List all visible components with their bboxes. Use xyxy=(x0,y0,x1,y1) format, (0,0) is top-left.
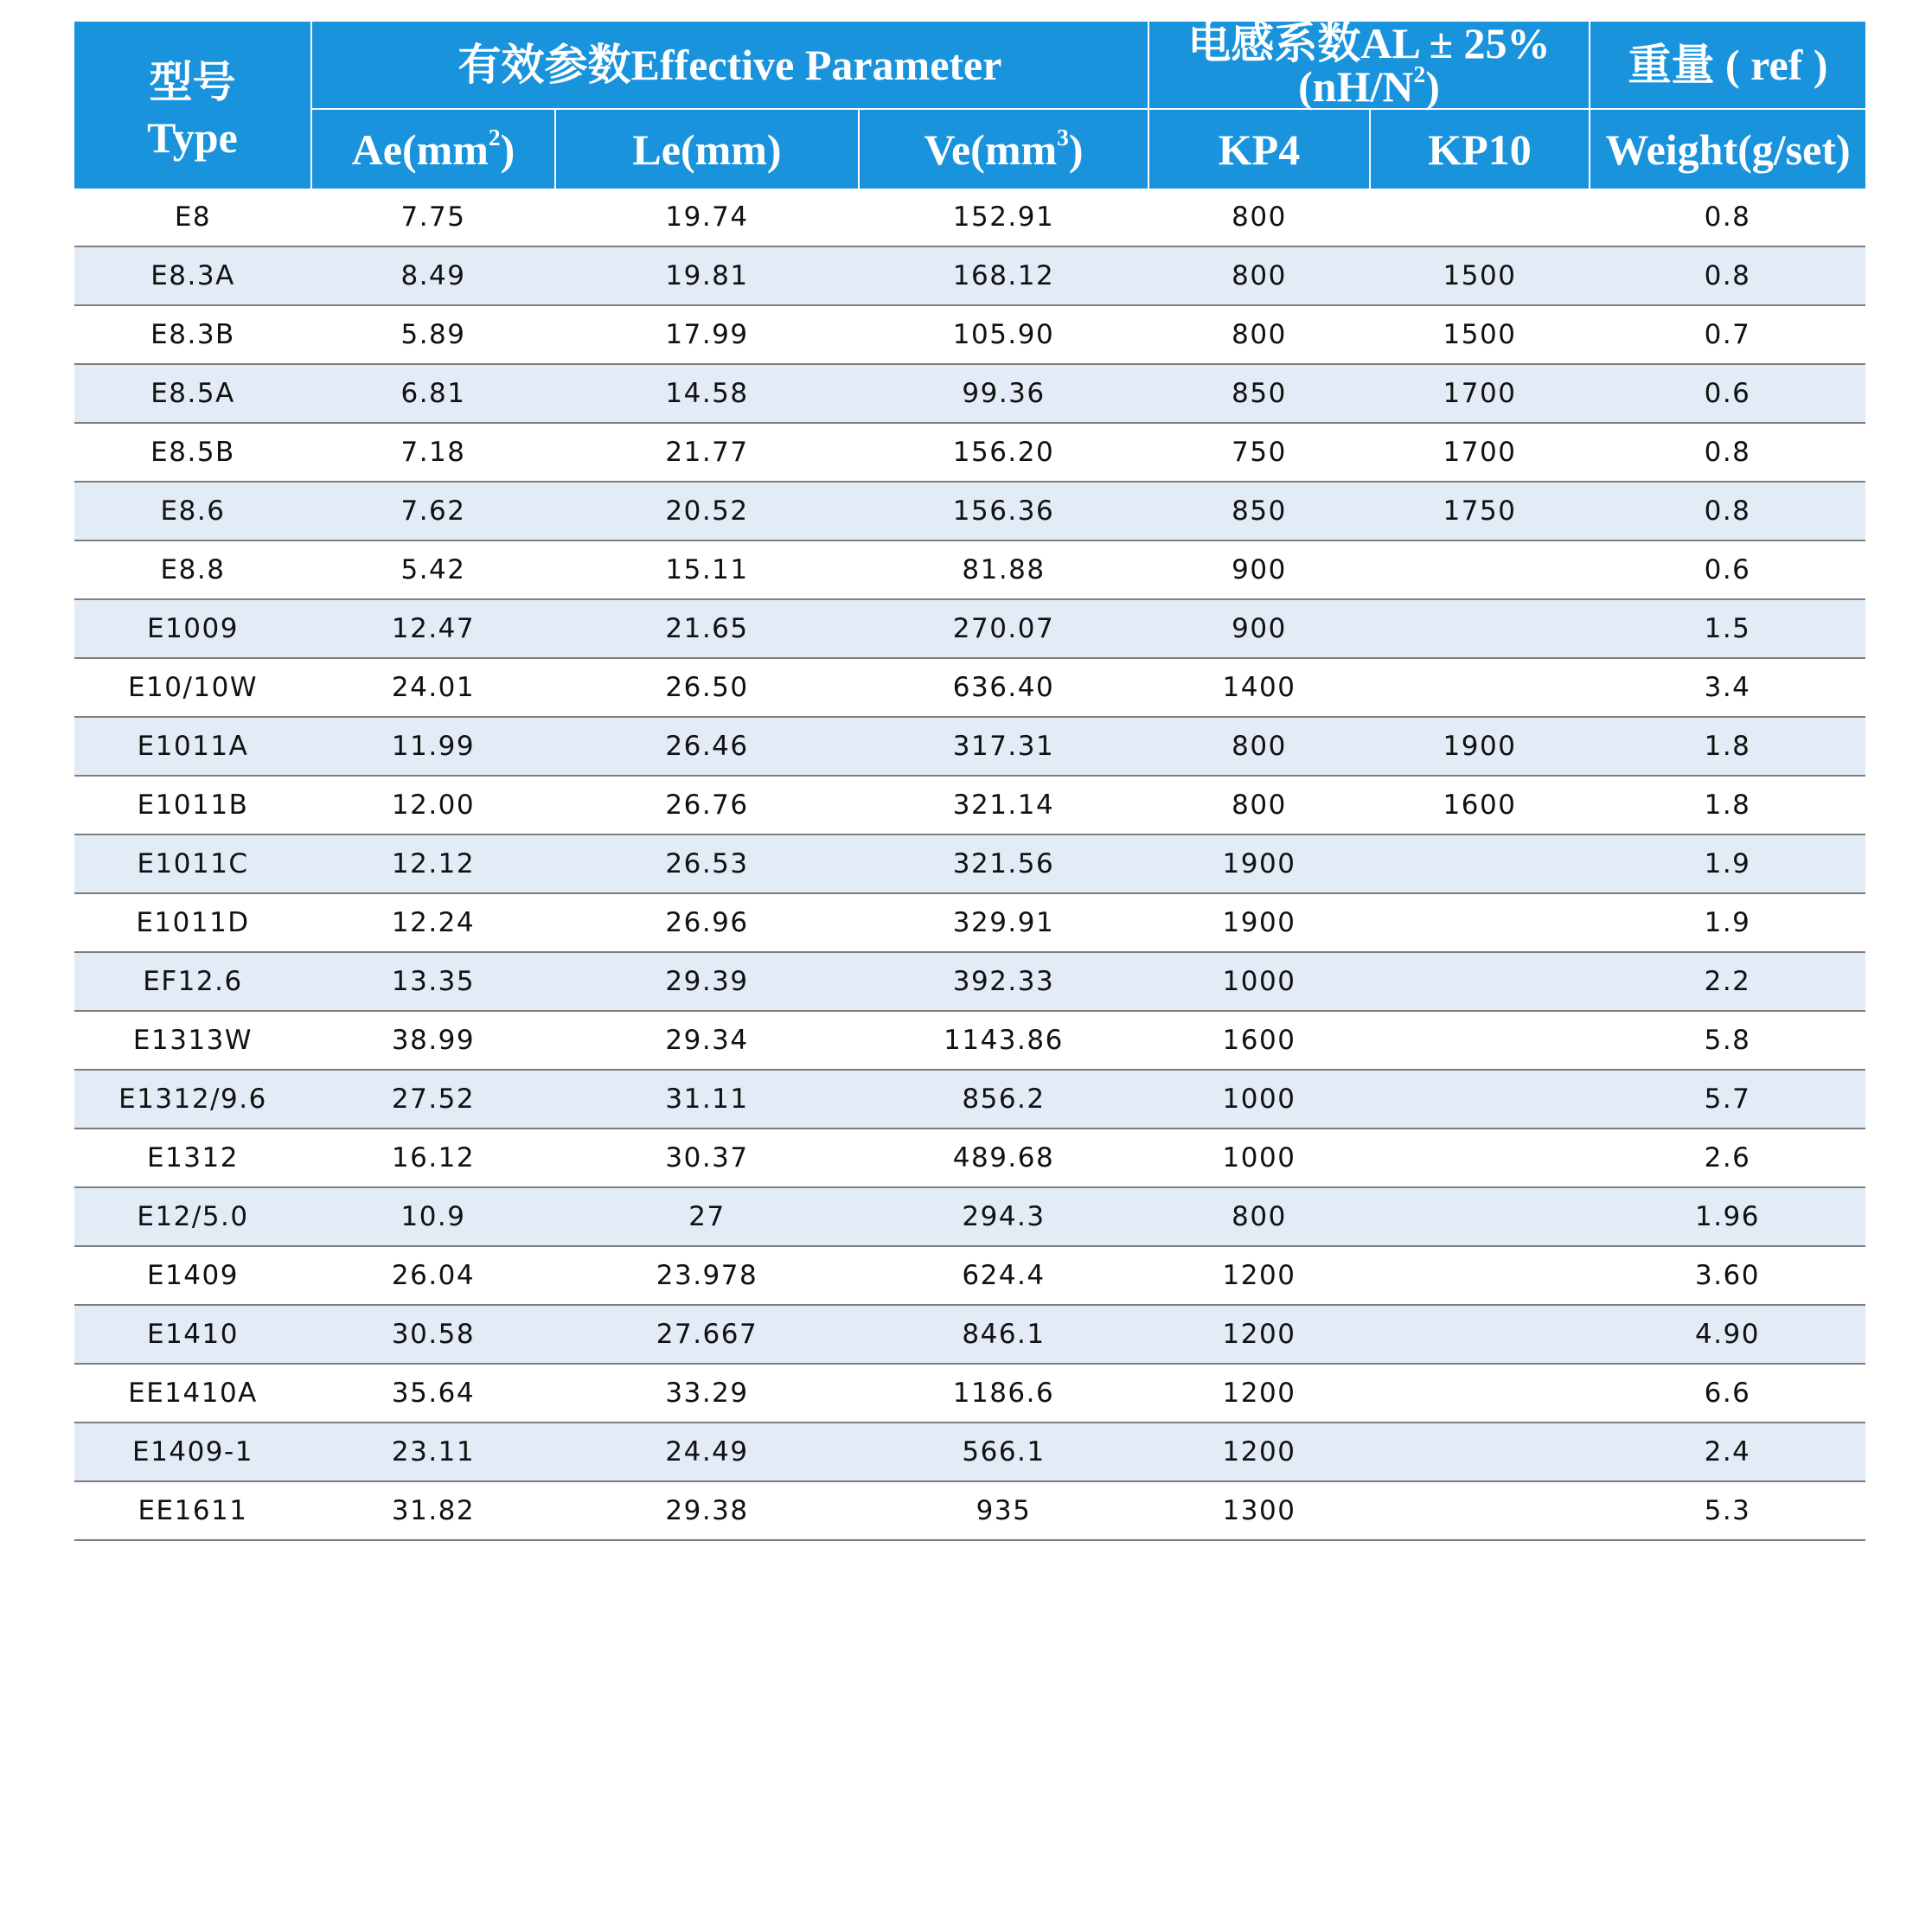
cell-type: E1410 xyxy=(74,1305,311,1364)
cell-type: E1011B xyxy=(74,776,311,834)
cell-kp10 xyxy=(1370,1187,1590,1246)
cell-le: 21.65 xyxy=(555,599,859,658)
ve-suffix: ) xyxy=(1068,125,1084,174)
cell-ae: 12.00 xyxy=(311,776,555,834)
cell-kp4: 1200 xyxy=(1148,1364,1370,1423)
cell-type: E10/10W xyxy=(74,658,311,717)
cell-type: E8.3B xyxy=(74,305,311,364)
cell-le: 26.46 xyxy=(555,717,859,776)
cell-ve: 856.2 xyxy=(859,1070,1148,1129)
cell-kp10 xyxy=(1370,1481,1590,1540)
cell-ae: 12.12 xyxy=(311,834,555,893)
ve-sup: 3 xyxy=(1057,123,1069,150)
cell-type: E8.8 xyxy=(74,540,311,599)
cell-le: 27.667 xyxy=(555,1305,859,1364)
cell-kp4: 800 xyxy=(1148,717,1370,776)
cell-kp10 xyxy=(1370,1129,1590,1187)
cell-ae: 5.42 xyxy=(311,540,555,599)
header-kp10: KP10 xyxy=(1370,109,1590,189)
cell-kp10: 1500 xyxy=(1370,305,1590,364)
cell-weight: 1.96 xyxy=(1590,1187,1865,1246)
cell-le: 33.29 xyxy=(555,1364,859,1423)
cell-ve: 624.4 xyxy=(859,1246,1148,1305)
cell-le: 14.58 xyxy=(555,364,859,423)
cell-ve: 168.12 xyxy=(859,246,1148,305)
table-row xyxy=(74,1364,1865,1423)
cell-le: 26.96 xyxy=(555,893,859,952)
cell-ae: 5.89 xyxy=(311,305,555,364)
cell-kp10 xyxy=(1370,1364,1590,1423)
cell-weight: 2.2 xyxy=(1590,952,1865,1011)
cell-kp4: 1400 xyxy=(1148,658,1370,717)
cell-weight: 0.8 xyxy=(1590,423,1865,482)
cell-type: E8.5A xyxy=(74,364,311,423)
table-row xyxy=(74,1129,1865,1187)
table-row xyxy=(74,834,1865,893)
cell-ve: 566.1 xyxy=(859,1423,1148,1481)
cell-le: 19.74 xyxy=(555,189,859,246)
cell-ae: 6.81 xyxy=(311,364,555,423)
ae-sup: 2 xyxy=(488,123,501,150)
cell-le: 27 xyxy=(555,1187,859,1246)
cell-kp4: 1000 xyxy=(1148,1070,1370,1129)
cell-kp10 xyxy=(1370,540,1590,599)
cell-ae: 23.11 xyxy=(311,1423,555,1481)
cell-weight: 3.60 xyxy=(1590,1246,1865,1305)
table-body xyxy=(74,189,1865,1540)
header-effective-parameter: 有效参数Effective Parameter xyxy=(311,22,1148,109)
cell-weight: 0.8 xyxy=(1590,189,1865,246)
table-row xyxy=(74,658,1865,717)
cell-ae: 31.82 xyxy=(311,1481,555,1540)
cell-ae: 13.35 xyxy=(311,952,555,1011)
table-row xyxy=(74,423,1865,482)
cell-ve: 152.91 xyxy=(859,189,1148,246)
cell-ve: 489.68 xyxy=(859,1129,1148,1187)
cell-kp10 xyxy=(1370,658,1590,717)
cell-weight: 1.8 xyxy=(1590,776,1865,834)
cell-ve: 321.14 xyxy=(859,776,1148,834)
cell-le: 31.11 xyxy=(555,1070,859,1129)
header-row-1 xyxy=(74,22,1865,109)
cell-kp10: 1500 xyxy=(1370,246,1590,305)
table-row xyxy=(74,952,1865,1011)
cell-le: 29.39 xyxy=(555,952,859,1011)
table-row xyxy=(74,599,1865,658)
cell-type: EF12.6 xyxy=(74,952,311,1011)
cell-kp4: 800 xyxy=(1148,1187,1370,1246)
cell-weight: 5.7 xyxy=(1590,1070,1865,1129)
table-row xyxy=(74,305,1865,364)
inductance-sup: 2 xyxy=(1413,61,1426,87)
header-type-en: Type xyxy=(74,109,311,189)
header-le: Le(mm) xyxy=(555,109,859,189)
cell-weight: 5.8 xyxy=(1590,1011,1865,1070)
cell-ae: 12.24 xyxy=(311,893,555,952)
cell-kp4: 1200 xyxy=(1148,1246,1370,1305)
cell-ve: 317.31 xyxy=(859,717,1148,776)
cell-kp4: 800 xyxy=(1148,246,1370,305)
cell-type: E1409-1 xyxy=(74,1423,311,1481)
cell-weight: 0.8 xyxy=(1590,482,1865,540)
cell-ve: 846.1 xyxy=(859,1305,1148,1364)
cell-weight: 2.6 xyxy=(1590,1129,1865,1187)
cell-ve: 156.20 xyxy=(859,423,1148,482)
cell-le: 19.81 xyxy=(555,246,859,305)
cell-kp10 xyxy=(1370,599,1590,658)
cell-kp10 xyxy=(1370,1070,1590,1129)
cell-type: E1011A xyxy=(74,717,311,776)
cell-le: 21.77 xyxy=(555,423,859,482)
cell-ve: 99.36 xyxy=(859,364,1148,423)
cell-kp10: 1700 xyxy=(1370,364,1590,423)
cell-le: 17.99 xyxy=(555,305,859,364)
cell-kp4: 1200 xyxy=(1148,1423,1370,1481)
cell-type: E12/5.0 xyxy=(74,1187,311,1246)
cell-type: E8.3A xyxy=(74,246,311,305)
cell-ae: 10.9 xyxy=(311,1187,555,1246)
table-row xyxy=(74,482,1865,540)
cell-le: 24.49 xyxy=(555,1423,859,1481)
cell-kp10 xyxy=(1370,1246,1590,1305)
cell-ae: 11.99 xyxy=(311,717,555,776)
cell-kp4: 1600 xyxy=(1148,1011,1370,1070)
cell-ae: 12.47 xyxy=(311,599,555,658)
header-row-2 xyxy=(74,109,1865,189)
ae-suffix: ) xyxy=(500,125,515,174)
cell-ve: 156.36 xyxy=(859,482,1148,540)
cell-weight: 3.4 xyxy=(1590,658,1865,717)
cell-kp10 xyxy=(1370,893,1590,952)
cell-ae: 38.99 xyxy=(311,1011,555,1070)
cell-kp4: 1900 xyxy=(1148,893,1370,952)
spec-table-container xyxy=(74,19,1865,1541)
table-row xyxy=(74,776,1865,834)
header-ae xyxy=(311,109,555,189)
cell-le: 30.37 xyxy=(555,1129,859,1187)
cell-kp10: 1900 xyxy=(1370,717,1590,776)
cell-le: 26.76 xyxy=(555,776,859,834)
cell-ve: 81.88 xyxy=(859,540,1148,599)
cell-ve: 392.33 xyxy=(859,952,1148,1011)
cell-type: E8.6 xyxy=(74,482,311,540)
cell-ve: 294.3 xyxy=(859,1187,1148,1246)
cell-kp10 xyxy=(1370,1423,1590,1481)
header-weight-unit: Weight(g/set) xyxy=(1590,109,1865,189)
header-weight-title: 重量 ( ref ) xyxy=(1590,22,1865,109)
cell-ve: 321.56 xyxy=(859,834,1148,893)
cell-kp4: 1200 xyxy=(1148,1305,1370,1364)
core-parameter-table xyxy=(74,19,1865,1541)
table-row xyxy=(74,1305,1865,1364)
cell-ae: 16.12 xyxy=(311,1129,555,1187)
cell-weight: 2.4 xyxy=(1590,1423,1865,1481)
cell-ve: 1186.6 xyxy=(859,1364,1148,1423)
table-row xyxy=(74,1187,1865,1246)
cell-ve: 270.07 xyxy=(859,599,1148,658)
table-row xyxy=(74,246,1865,305)
cell-ve: 935 xyxy=(859,1481,1148,1540)
table-row xyxy=(74,1246,1865,1305)
cell-kp10 xyxy=(1370,952,1590,1011)
cell-kp4: 900 xyxy=(1148,599,1370,658)
header-ve xyxy=(859,109,1148,189)
cell-ve: 1143.86 xyxy=(859,1011,1148,1070)
cell-kp4: 800 xyxy=(1148,305,1370,364)
cell-le: 20.52 xyxy=(555,482,859,540)
cell-kp4: 850 xyxy=(1148,482,1370,540)
cell-type: E1011D xyxy=(74,893,311,952)
cell-ae: 7.75 xyxy=(311,189,555,246)
cell-kp10: 1600 xyxy=(1370,776,1590,834)
table-row xyxy=(74,1481,1865,1540)
cell-type: EE1611 xyxy=(74,1481,311,1540)
cell-le: 26.50 xyxy=(555,658,859,717)
table-header xyxy=(74,19,1865,189)
cell-ae: 27.52 xyxy=(311,1070,555,1129)
cell-kp10 xyxy=(1370,1011,1590,1070)
cell-kp4: 1000 xyxy=(1148,1129,1370,1187)
cell-kp4: 1300 xyxy=(1148,1481,1370,1540)
cell-kp10: 1700 xyxy=(1370,423,1590,482)
cell-kp10: 1750 xyxy=(1370,482,1590,540)
cell-ae: 24.01 xyxy=(311,658,555,717)
inductance-suffix: ) xyxy=(1425,62,1440,111)
cell-kp4: 900 xyxy=(1148,540,1370,599)
cell-kp4: 800 xyxy=(1148,776,1370,834)
cell-ae: 26.04 xyxy=(311,1246,555,1305)
cell-type: E1011C xyxy=(74,834,311,893)
cell-weight: 1.5 xyxy=(1590,599,1865,658)
cell-weight: 4.90 xyxy=(1590,1305,1865,1364)
cell-type: E8.5B xyxy=(74,423,311,482)
cell-ae: 8.49 xyxy=(311,246,555,305)
cell-weight: 0.8 xyxy=(1590,246,1865,305)
table-row xyxy=(74,1070,1865,1129)
cell-kp10 xyxy=(1370,834,1590,893)
cell-ae: 35.64 xyxy=(311,1364,555,1423)
table-row xyxy=(74,540,1865,599)
cell-le: 29.38 xyxy=(555,1481,859,1540)
cell-kp4: 750 xyxy=(1148,423,1370,482)
ve-prefix: Ve(mm xyxy=(924,125,1058,174)
cell-ve: 329.91 xyxy=(859,893,1148,952)
cell-weight: 1.9 xyxy=(1590,834,1865,893)
cell-weight: 0.6 xyxy=(1590,540,1865,599)
cell-le: 23.978 xyxy=(555,1246,859,1305)
table-row xyxy=(74,1011,1865,1070)
cell-type: E1313W xyxy=(74,1011,311,1070)
cell-ae: 7.18 xyxy=(311,423,555,482)
table-row xyxy=(74,893,1865,952)
cell-weight: 5.3 xyxy=(1590,1481,1865,1540)
cell-weight: 1.9 xyxy=(1590,893,1865,952)
cell-type: E1312/9.6 xyxy=(74,1070,311,1129)
cell-ae: 7.62 xyxy=(311,482,555,540)
cell-le: 15.11 xyxy=(555,540,859,599)
ae-prefix: Ae(mm xyxy=(351,125,489,174)
cell-type: E1009 xyxy=(74,599,311,658)
cell-ve: 636.40 xyxy=(859,658,1148,717)
header-inductance-factor xyxy=(1148,19,1590,111)
cell-kp4: 1000 xyxy=(1148,952,1370,1011)
cell-kp4: 800 xyxy=(1148,189,1370,246)
table-row xyxy=(74,364,1865,423)
cell-weight: 0.6 xyxy=(1590,364,1865,423)
cell-kp10 xyxy=(1370,1305,1590,1364)
cell-weight: 0.7 xyxy=(1590,305,1865,364)
table-row xyxy=(74,189,1865,246)
cell-kp10 xyxy=(1370,189,1590,246)
cell-weight: 6.6 xyxy=(1590,1364,1865,1423)
cell-type: EE1410A xyxy=(74,1364,311,1423)
table-row xyxy=(74,717,1865,776)
header-kp4: KP4 xyxy=(1148,109,1370,189)
inductance-prefix: 电感系数AL ± 25%(nH/N xyxy=(1187,19,1551,111)
cell-ae: 30.58 xyxy=(311,1305,555,1364)
cell-type: E1409 xyxy=(74,1246,311,1305)
cell-le: 26.53 xyxy=(555,834,859,893)
cell-weight: 1.8 xyxy=(1590,717,1865,776)
cell-ve: 105.90 xyxy=(859,305,1148,364)
cell-type: E1312 xyxy=(74,1129,311,1187)
cell-le: 29.34 xyxy=(555,1011,859,1070)
cell-type: E8 xyxy=(74,189,311,246)
header-type-cn: 型号 xyxy=(74,22,311,109)
cell-kp4: 1900 xyxy=(1148,834,1370,893)
cell-kp4: 850 xyxy=(1148,364,1370,423)
table-row xyxy=(74,1423,1865,1481)
